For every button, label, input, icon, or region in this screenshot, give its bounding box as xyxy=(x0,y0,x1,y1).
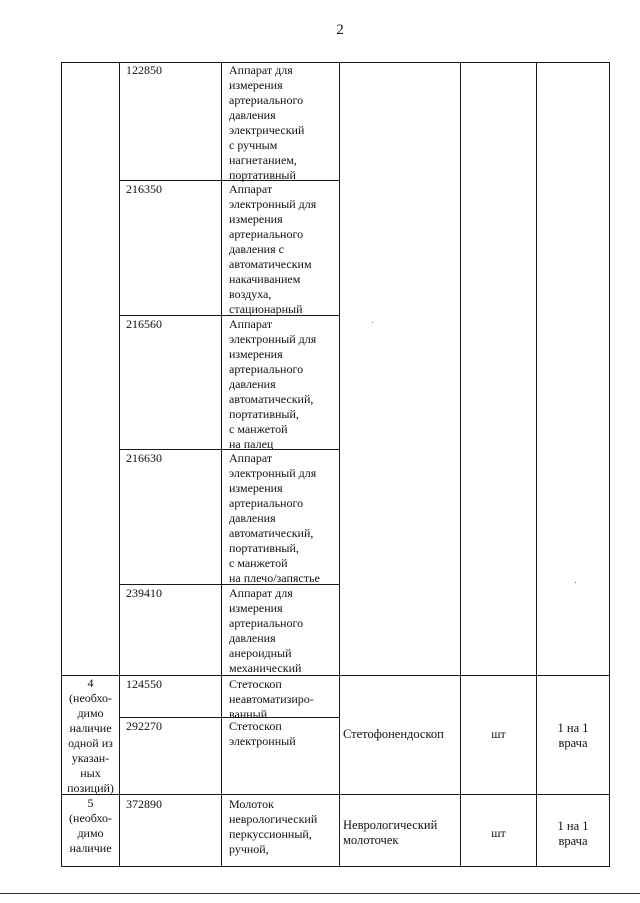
group-number: 5 (необхо- димо наличие xyxy=(69,796,112,855)
row-name: Аппарат для измерения артериального давления электрический с ручным нагнетанием, портативный xyxy=(229,63,305,182)
row-name: Аппарат электронный для измерения артериального давления автоматический, портативный, с манжетой на палец xyxy=(229,317,317,451)
page-number: 2 xyxy=(336,22,344,38)
scan-speck xyxy=(575,582,576,583)
row-name: Стетоскоп электронный xyxy=(229,719,296,748)
scan-edge-line xyxy=(0,893,640,894)
quantity: 1 на 1 врача xyxy=(557,819,589,848)
row-code: 292270 xyxy=(126,719,162,733)
device-type: Стетофонендоскоп xyxy=(343,727,444,741)
unit: шт xyxy=(491,826,506,840)
row-code: 216560 xyxy=(126,317,162,331)
scan-speck xyxy=(372,322,373,323)
row-code: 239410 xyxy=(126,586,162,600)
row-name: Аппарат электронный для измерения артериального давления автоматический, портативный, с манжетой на плечо/запястье xyxy=(229,451,320,585)
row-code: 372890 xyxy=(126,797,162,811)
quantity: 1 на 1 врача xyxy=(557,721,589,750)
row-name: Молоток неврологический перкуссионный, ручной, xyxy=(229,797,318,856)
row-name: Стетоскоп неавтоматизиро- ванный xyxy=(229,677,314,721)
device-type: Неврологический молоточек xyxy=(343,818,438,847)
row-code: 216630 xyxy=(126,451,162,465)
row-code: 124550 xyxy=(126,677,162,691)
unit: шт xyxy=(491,727,506,741)
group-number: 4 (необхо- димо наличие одной из указан- ных позиций) xyxy=(67,676,114,795)
row-code: 216350 xyxy=(126,182,162,196)
row-name: Аппарат для измерения артериального давления анероидный механический xyxy=(229,586,304,675)
row-name: Аппарат электронный для измерения артериального давления с автоматическим накачиванием воздуха, стационарный xyxy=(229,182,317,316)
row-code: 122850 xyxy=(126,63,162,77)
